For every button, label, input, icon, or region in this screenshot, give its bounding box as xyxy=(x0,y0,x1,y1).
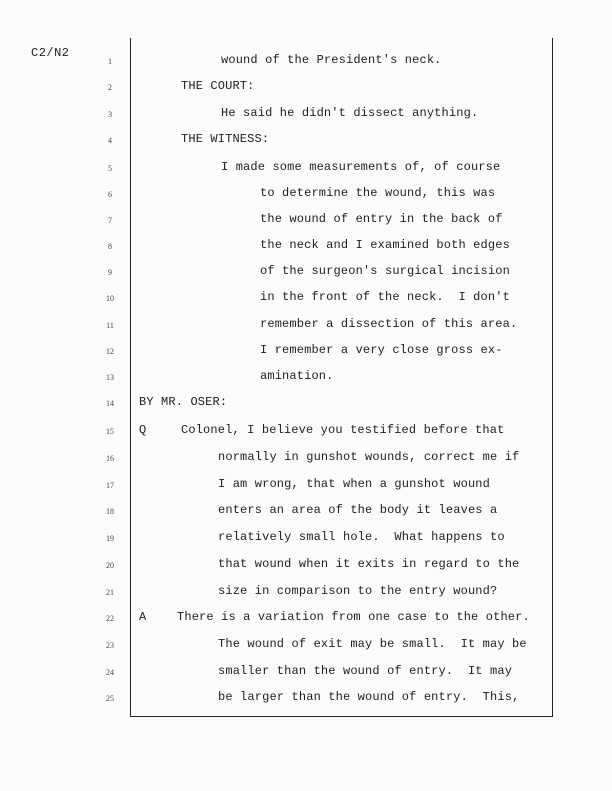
transcript-line xyxy=(0,610,612,632)
line-number: 15 xyxy=(106,427,114,436)
line-text: The wound of exit may be small. It may be xyxy=(218,637,527,651)
line-text: normally in gunshot wounds, correct me if xyxy=(218,450,520,464)
line-text: THE WITNESS: xyxy=(181,132,270,146)
line-number: 10 xyxy=(106,294,114,303)
qa-marker: Q xyxy=(139,423,147,437)
line-text: to determine the wound, this was xyxy=(260,186,496,200)
transcript-line xyxy=(0,238,612,260)
page-identifier: C2/N2 xyxy=(31,46,70,60)
line-text: remember a dissection of this area. xyxy=(260,317,518,331)
transcript-line xyxy=(0,369,612,391)
line-text: of the surgeon's surgical incision xyxy=(260,264,510,278)
transcript-line xyxy=(0,132,612,154)
line-number: 25 xyxy=(106,694,114,703)
line-text: the wound of entry in the back of xyxy=(260,212,503,226)
line-number: 22 xyxy=(106,614,114,623)
line-text: There is a variation from one case to the other. xyxy=(177,610,530,624)
line-number: 13 xyxy=(106,373,114,382)
line-number: 5 xyxy=(108,164,112,173)
line-number: 14 xyxy=(106,399,114,408)
transcript-line xyxy=(0,690,612,712)
transcript-line xyxy=(0,212,612,234)
transcript-line xyxy=(0,637,612,659)
line-number: 4 xyxy=(108,136,112,145)
line-number: 18 xyxy=(106,507,114,516)
line-text: I made some measurements of, of course xyxy=(221,160,501,174)
line-number: 11 xyxy=(106,321,114,330)
line-number: 24 xyxy=(106,668,114,677)
transcript-line xyxy=(0,664,612,686)
transcript-line xyxy=(0,317,612,339)
transcript-line xyxy=(0,530,612,552)
line-number: 12 xyxy=(106,347,114,356)
line-number: 20 xyxy=(106,561,114,570)
transcript-line xyxy=(0,477,612,499)
line-text: relatively small hole. What happens to xyxy=(218,530,505,544)
margin-rule-bottom xyxy=(130,716,553,717)
transcript-line xyxy=(0,584,612,606)
line-number: 1 xyxy=(108,57,112,66)
line-text: in the front of the neck. I don't xyxy=(260,290,510,304)
line-text: enters an area of the body it leaves a xyxy=(218,503,498,517)
line-number: 3 xyxy=(108,110,112,119)
line-text: wound of the President's neck. xyxy=(221,53,442,67)
line-text: the neck and I examined both edges xyxy=(260,238,510,252)
transcript-line xyxy=(0,450,612,472)
line-text: I am wrong, that when a gunshot wound xyxy=(218,477,490,491)
transcript-line xyxy=(0,290,612,312)
line-number: 19 xyxy=(106,534,114,543)
transcript-line xyxy=(0,106,612,128)
transcript-line xyxy=(0,423,612,445)
line-text: Colonel, I believe you testified before that xyxy=(181,423,505,437)
line-number: 9 xyxy=(108,268,112,277)
line-text: be larger than the wound of entry. This, xyxy=(218,690,520,704)
transcript-line xyxy=(0,186,612,208)
line-number: 6 xyxy=(108,190,112,199)
line-number: 2 xyxy=(108,83,112,92)
transcript-line xyxy=(0,557,612,579)
line-text: I remember a very close gross ex- xyxy=(260,343,503,357)
line-number: 7 xyxy=(108,216,112,225)
line-text: that wound when it exits in regard to the xyxy=(218,557,520,571)
line-text: THE COURT: xyxy=(181,79,255,93)
transcript-line xyxy=(0,160,612,182)
line-text: BY MR. OSER: xyxy=(139,395,228,409)
qa-marker: A xyxy=(139,610,147,624)
transcript-line xyxy=(0,503,612,525)
line-number: 16 xyxy=(106,454,114,463)
line-text: smaller than the wound of entry. It may xyxy=(218,664,513,678)
line-text: size in comparison to the entry wound? xyxy=(218,584,498,598)
line-number: 21 xyxy=(106,588,114,597)
transcript-line xyxy=(0,395,612,417)
line-number: 8 xyxy=(108,242,112,251)
line-number: 17 xyxy=(106,481,114,490)
line-text: amination. xyxy=(260,369,334,383)
line-text: He said he didn't dissect anything. xyxy=(221,106,479,120)
line-number: 23 xyxy=(106,641,114,650)
transcript-line xyxy=(0,343,612,365)
transcript-line xyxy=(0,53,612,75)
transcript-line xyxy=(0,264,612,286)
transcript-line xyxy=(0,79,612,101)
